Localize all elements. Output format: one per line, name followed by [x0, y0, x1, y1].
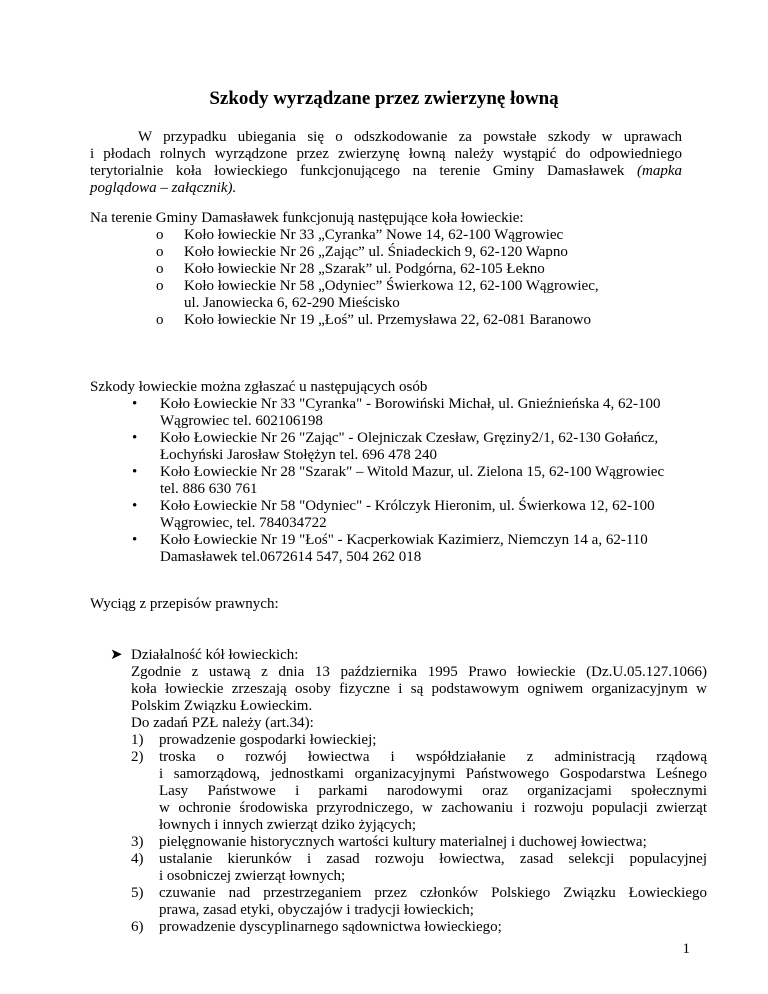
- activity-heading-row: [110, 647, 700, 664]
- intro-line-2: i płodach rolnych wyrządzone przez zwierzynę łowną należy wystąpić do odpowiedniego: [90, 146, 682, 162]
- task-line: w ochronie środowiska przyrodniczego, w zachowaniu i rozwoju populacji zwierząt: [159, 800, 707, 816]
- bullet-icon: •: [132, 430, 138, 446]
- activity-line-2: koła łowieckie zrzeszają osoby fizyczne i są podstawowym ogniwem organizacyjnym w: [131, 681, 707, 697]
- intro-line-4: [90, 180, 682, 197]
- bullet-icon: •: [132, 396, 138, 412]
- task-line: ustalanie kierunków i zasad rozwoju łowiectwa, zasad selekcji populacyjnej: [159, 851, 707, 867]
- task-line: pielęgnowanie historycznych wartości kultury materialnej i duchowej łowiectwa;: [159, 834, 647, 850]
- item-number: 5): [131, 885, 144, 901]
- contact-line-2: tel. 886 630 761: [160, 481, 258, 497]
- list-item: [131, 732, 707, 749]
- club-name: Koło łowieckie Nr 26 „Zając” ul. Śniadeckich 9, 62-120 Wapno: [184, 244, 568, 260]
- intro-line-3: [90, 163, 682, 180]
- clubs-list: [156, 227, 696, 329]
- bullet-icon: •: [132, 532, 138, 548]
- task-line: Lasy Państwowe i parkami narodowymi oraz organizacjami społecznymi: [159, 783, 707, 799]
- page-number: 1: [682, 941, 690, 957]
- task-line: czuwanie nad przestrzeganiem przez członków Polskiego Związku Łowieckiego: [159, 885, 707, 901]
- task-line: prowadzenie gospodarki łowieckiej;: [159, 732, 377, 748]
- intro-line-3-italic: (mapka: [637, 163, 682, 179]
- contact-line-1: Koło Łowieckie Nr 33 "Cyranka" - Borowiński Michał, ul. Gnieźnieńska 4, 62-100: [160, 396, 661, 412]
- tasks-list: [131, 732, 707, 936]
- contact-line-1: Koło Łowieckie Nr 58 "Odyniec" - Królczyk Hieronim, ul. Świerkowa 12, 62-100: [160, 498, 655, 514]
- item-number: 1): [131, 732, 144, 748]
- circle-bullet-icon: o: [156, 312, 164, 328]
- contact-line-2: Łochyński Jarosław Stołężyn tel. 696 478 240: [160, 447, 438, 463]
- task-line: i samorządową, jednostkami organizacyjnymi Państwowego Gospodarstwa Leśnego: [159, 766, 707, 782]
- arrow-bullet-icon: ➤: [110, 647, 123, 663]
- circle-bullet-icon: o: [156, 278, 164, 294]
- contacts-list: [130, 396, 690, 566]
- task-line: łownych i innych zwierząt dziko żyjących;: [159, 817, 416, 833]
- legal-heading: Wyciąg z przepisów prawnych:: [90, 596, 279, 612]
- item-number: 4): [131, 851, 144, 867]
- list-item: [130, 532, 690, 566]
- list-item: [156, 278, 696, 312]
- intro-line-1: W przypadku ubiegania się o odszkodowanie za powstałe szkody w uprawach: [138, 129, 682, 145]
- club-name: Koło łowieckie Nr 28 „Szarak” ul. Podgórna, 62-105 Łekno: [184, 261, 545, 277]
- clubs-heading: Na terenie Gminy Damasławek funkcjonują następujące koła łowieckie:: [90, 210, 524, 226]
- list-item: [156, 261, 696, 278]
- list-item: [156, 227, 696, 244]
- list-item: [131, 885, 707, 919]
- club-address-continuation: ul. Janowiecka 6, 62-290 Mieścisko: [184, 295, 400, 311]
- club-name: Koło łowieckie Nr 19 „Łoś” ul. Przemysława 22, 62-081 Baranowo: [184, 312, 591, 328]
- activity-section: [110, 647, 700, 664]
- contact-line-2: Wągrowiec, tel. 784034722: [160, 515, 327, 531]
- item-number: 6): [131, 919, 144, 935]
- item-number: 3): [131, 834, 144, 850]
- activity-heading: Działalność kół łowieckich:: [131, 647, 299, 663]
- task-line: troska o rozwój łowiectwa i współdziałanie z administracją rządową: [159, 749, 707, 765]
- activity-line-3: Polskim Związku Łowieckim.: [131, 698, 313, 714]
- club-name: Koło łowieckie Nr 33 „Cyranka” Nowe 14, 62-100 Wągrowiec: [184, 227, 564, 243]
- item-number: 2): [131, 749, 144, 765]
- task-line: prowadzenie dyscyplinarnego sądownictwa łowieckiego;: [159, 919, 502, 935]
- circle-bullet-icon: o: [156, 227, 164, 243]
- bullet-icon: •: [132, 464, 138, 480]
- list-item: [131, 834, 707, 851]
- circle-bullet-icon: o: [156, 244, 164, 260]
- list-item: [131, 749, 707, 834]
- intro-line-4-italic: pogląd​owa – załącznik).: [90, 180, 237, 196]
- list-item: [156, 244, 696, 261]
- list-item: [156, 312, 696, 329]
- contact-line-2: Damasławek tel.0672614 547, 504 262 018: [160, 549, 422, 565]
- activity-line-4: Do zadań PZŁ należy (art.34):: [131, 715, 314, 731]
- contacts-heading: Szkody łowieckie można zgłaszać u następujących osób: [90, 379, 428, 395]
- task-line: prawa, zasad etyki, obyczajów i tradycji łowieckich;: [159, 902, 474, 918]
- activity-line-1: Zgodnie z ustawą z dnia 13 października 1995 Prawo łowieckie (Dz.U.05.127.1066): [131, 664, 707, 680]
- contact-line-2: Wągrowiec tel. 602106198: [160, 413, 323, 429]
- club-name: Koło łowieckie Nr 58 „Odyniec” Świerkowa 12, 62-100 Wągrowiec,: [184, 278, 599, 294]
- circle-bullet-icon: o: [156, 261, 164, 277]
- task-line: i osobniczej zwierząt łownych;: [159, 868, 346, 884]
- list-item: [131, 919, 707, 936]
- page-title: Szkody wyrządzane przez zwierzynę łowną: [209, 88, 559, 109]
- bullet-icon: •: [132, 498, 138, 514]
- list-item: [130, 464, 690, 498]
- contact-line-1: Koło Łowieckie Nr 28 "Szarak" – Witold Mazur, ul. Zielona 15, 62-100 Wągrowiec: [160, 464, 665, 480]
- list-item: [130, 430, 690, 464]
- list-item: [130, 396, 690, 430]
- list-item: [131, 851, 707, 885]
- list-item: [130, 498, 690, 532]
- contact-line-1: Koło Łowieckie Nr 19 "Łoś" - Kacperkowiak Kazimierz, Niemczyn 14 a, 62-110: [160, 532, 648, 548]
- intro-line-3-text: terytorialnie koła łowieckiego funkcjonującego na terenie Gminy Damasławek: [90, 163, 637, 179]
- contact-line-1: Koło Łowieckie Nr 26 "Zając" - Olejniczak Czesław, Gręziny2/1, 62-130 Gołańcz,: [160, 430, 659, 446]
- activity-body: [131, 664, 707, 732]
- intro-paragraph: [90, 129, 682, 197]
